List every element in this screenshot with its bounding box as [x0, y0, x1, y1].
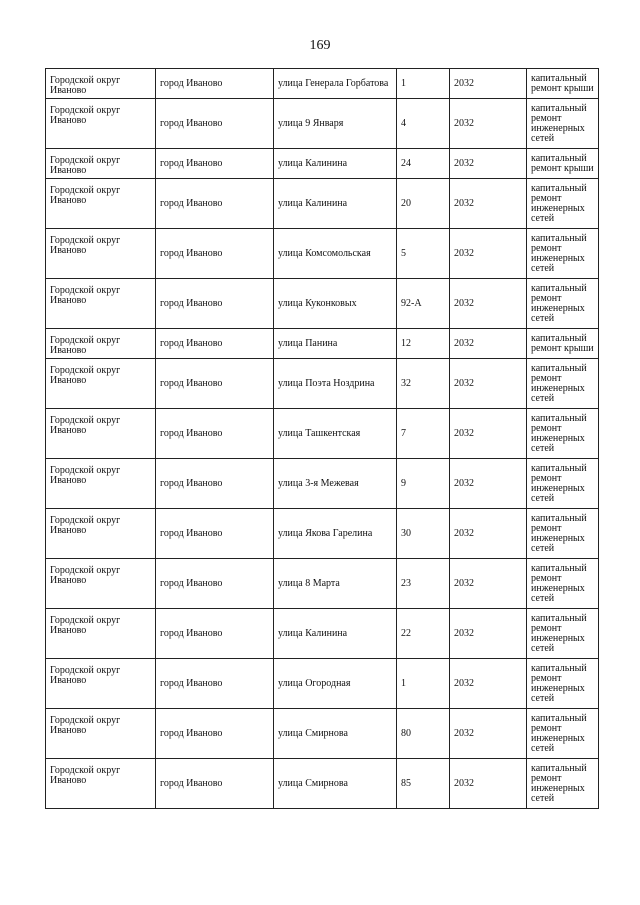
work-type-cell: капитальный ремонт инженерных сетей	[527, 229, 599, 279]
street-cell: улица Смирнова	[274, 709, 397, 759]
house-number-cell: 32	[397, 359, 450, 409]
street-cell: улица Огородная	[274, 659, 397, 709]
year-cell: 2032	[450, 149, 527, 179]
work-type-cell: капитальный ремонт инженерных сетей	[527, 279, 599, 329]
house-number-cell: 92-А	[397, 279, 450, 329]
house-number-cell: 12	[397, 329, 450, 359]
table-row	[46, 179, 599, 229]
year-cell: 2032	[450, 69, 527, 99]
district-cell: Городской округ Иваново	[46, 179, 156, 229]
district-cell: Городской округ Иваново	[46, 559, 156, 609]
work-type-cell: капитальный ремонт инженерных сетей	[527, 709, 599, 759]
district-cell: Городской округ Иваново	[46, 149, 156, 179]
city-cell: город Иваново	[156, 329, 274, 359]
district-cell: Городской округ Иваново	[46, 279, 156, 329]
year-cell: 2032	[450, 659, 527, 709]
year-cell: 2032	[450, 759, 527, 809]
street-cell: улица 9 Января	[274, 99, 397, 149]
city-cell: город Иваново	[156, 659, 274, 709]
year-cell: 2032	[450, 279, 527, 329]
house-number-cell: 24	[397, 149, 450, 179]
city-cell: город Иваново	[156, 179, 274, 229]
house-number-cell: 4	[397, 99, 450, 149]
house-number-cell: 1	[397, 69, 450, 99]
street-cell: улица Калинина	[274, 179, 397, 229]
street-cell: улица Куконковых	[274, 279, 397, 329]
district-cell: Городской округ Иваново	[46, 359, 156, 409]
city-cell: город Иваново	[156, 229, 274, 279]
work-type-cell: капитальный ремонт крыши	[527, 149, 599, 179]
table-row	[46, 459, 599, 509]
work-type-cell: капитальный ремонт инженерных сетей	[527, 99, 599, 149]
city-cell: город Иваново	[156, 509, 274, 559]
street-cell: улица Ташкентская	[274, 409, 397, 459]
city-cell: город Иваново	[156, 709, 274, 759]
street-cell: улица Якова Гарелина	[274, 509, 397, 559]
city-cell: город Иваново	[156, 409, 274, 459]
year-cell: 2032	[450, 409, 527, 459]
work-type-cell: капитальный ремонт инженерных сетей	[527, 509, 599, 559]
district-cell: Городской округ Иваново	[46, 709, 156, 759]
work-type-cell: капитальный ремонт инженерных сетей	[527, 559, 599, 609]
work-type-cell: капитальный ремонт крыши	[527, 329, 599, 359]
housing-repair-table	[45, 68, 599, 809]
year-cell: 2032	[450, 179, 527, 229]
year-cell: 2032	[450, 459, 527, 509]
city-cell: город Иваново	[156, 359, 274, 409]
table-row	[46, 509, 599, 559]
table-row	[46, 709, 599, 759]
work-type-cell: капитальный ремонт инженерных сетей	[527, 759, 599, 809]
table-row	[46, 229, 599, 279]
district-cell: Городской округ Иваново	[46, 759, 156, 809]
year-cell: 2032	[450, 609, 527, 659]
house-number-cell: 22	[397, 609, 450, 659]
table-row	[46, 359, 599, 409]
city-cell: город Иваново	[156, 459, 274, 509]
district-cell: Городской округ Иваново	[46, 459, 156, 509]
year-cell: 2032	[450, 99, 527, 149]
table-row	[46, 609, 599, 659]
district-cell: Городской округ Иваново	[46, 509, 156, 559]
work-type-cell: капитальный ремонт инженерных сетей	[527, 359, 599, 409]
house-number-cell: 80	[397, 709, 450, 759]
table-row	[46, 559, 599, 609]
table-row	[46, 99, 599, 149]
street-cell: улица Панина	[274, 329, 397, 359]
street-cell: улица Генерала Горбатова	[274, 69, 397, 99]
street-cell: улица Поэта Ноздрина	[274, 359, 397, 409]
house-number-cell: 1	[397, 659, 450, 709]
street-cell: улица 3-я Межевая	[274, 459, 397, 509]
work-type-cell: капитальный ремонт инженерных сетей	[527, 179, 599, 229]
table-row	[46, 659, 599, 709]
city-cell: город Иваново	[156, 279, 274, 329]
city-cell: город Иваново	[156, 99, 274, 149]
table-row	[46, 279, 599, 329]
year-cell: 2032	[450, 559, 527, 609]
year-cell: 2032	[450, 509, 527, 559]
work-type-cell: капитальный ремонт инженерных сетей	[527, 659, 599, 709]
city-cell: город Иваново	[156, 759, 274, 809]
table-row	[46, 759, 599, 809]
district-cell: Городской округ Иваново	[46, 659, 156, 709]
house-number-cell: 23	[397, 559, 450, 609]
table-row	[46, 409, 599, 459]
house-number-cell: 85	[397, 759, 450, 809]
district-cell: Городской округ Иваново	[46, 409, 156, 459]
district-cell: Городской округ Иваново	[46, 609, 156, 659]
year-cell: 2032	[450, 229, 527, 279]
district-cell: Городской округ Иваново	[46, 329, 156, 359]
table-row	[46, 149, 599, 179]
house-number-cell: 30	[397, 509, 450, 559]
house-number-cell: 20	[397, 179, 450, 229]
page-number: 169	[309, 38, 331, 53]
table-row	[46, 329, 599, 359]
city-cell: город Иваново	[156, 559, 274, 609]
street-cell: улица Калинина	[274, 149, 397, 179]
year-cell: 2032	[450, 359, 527, 409]
city-cell: город Иваново	[156, 69, 274, 99]
work-type-cell: капитальный ремонт инженерных сетей	[527, 459, 599, 509]
year-cell: 2032	[450, 329, 527, 359]
house-number-cell: 7	[397, 409, 450, 459]
street-cell: улица Калинина	[274, 609, 397, 659]
district-cell: Городской округ Иваново	[46, 99, 156, 149]
city-cell: город Иваново	[156, 609, 274, 659]
district-cell: Городской округ Иваново	[46, 229, 156, 279]
house-number-cell: 5	[397, 229, 450, 279]
district-cell: Городской округ Иваново	[46, 69, 156, 99]
city-cell: город Иваново	[156, 149, 274, 179]
work-type-cell: капитальный ремонт инженерных сетей	[527, 609, 599, 659]
year-cell: 2032	[450, 709, 527, 759]
house-number-cell: 9	[397, 459, 450, 509]
work-type-cell: капитальный ремонт крыши	[527, 69, 599, 99]
street-cell: улица Смирнова	[274, 759, 397, 809]
table-row	[46, 69, 599, 99]
table-body	[46, 69, 599, 809]
work-type-cell: капитальный ремонт инженерных сетей	[527, 409, 599, 459]
street-cell: улица 8 Марта	[274, 559, 397, 609]
street-cell: улица Комсомольская	[274, 229, 397, 279]
